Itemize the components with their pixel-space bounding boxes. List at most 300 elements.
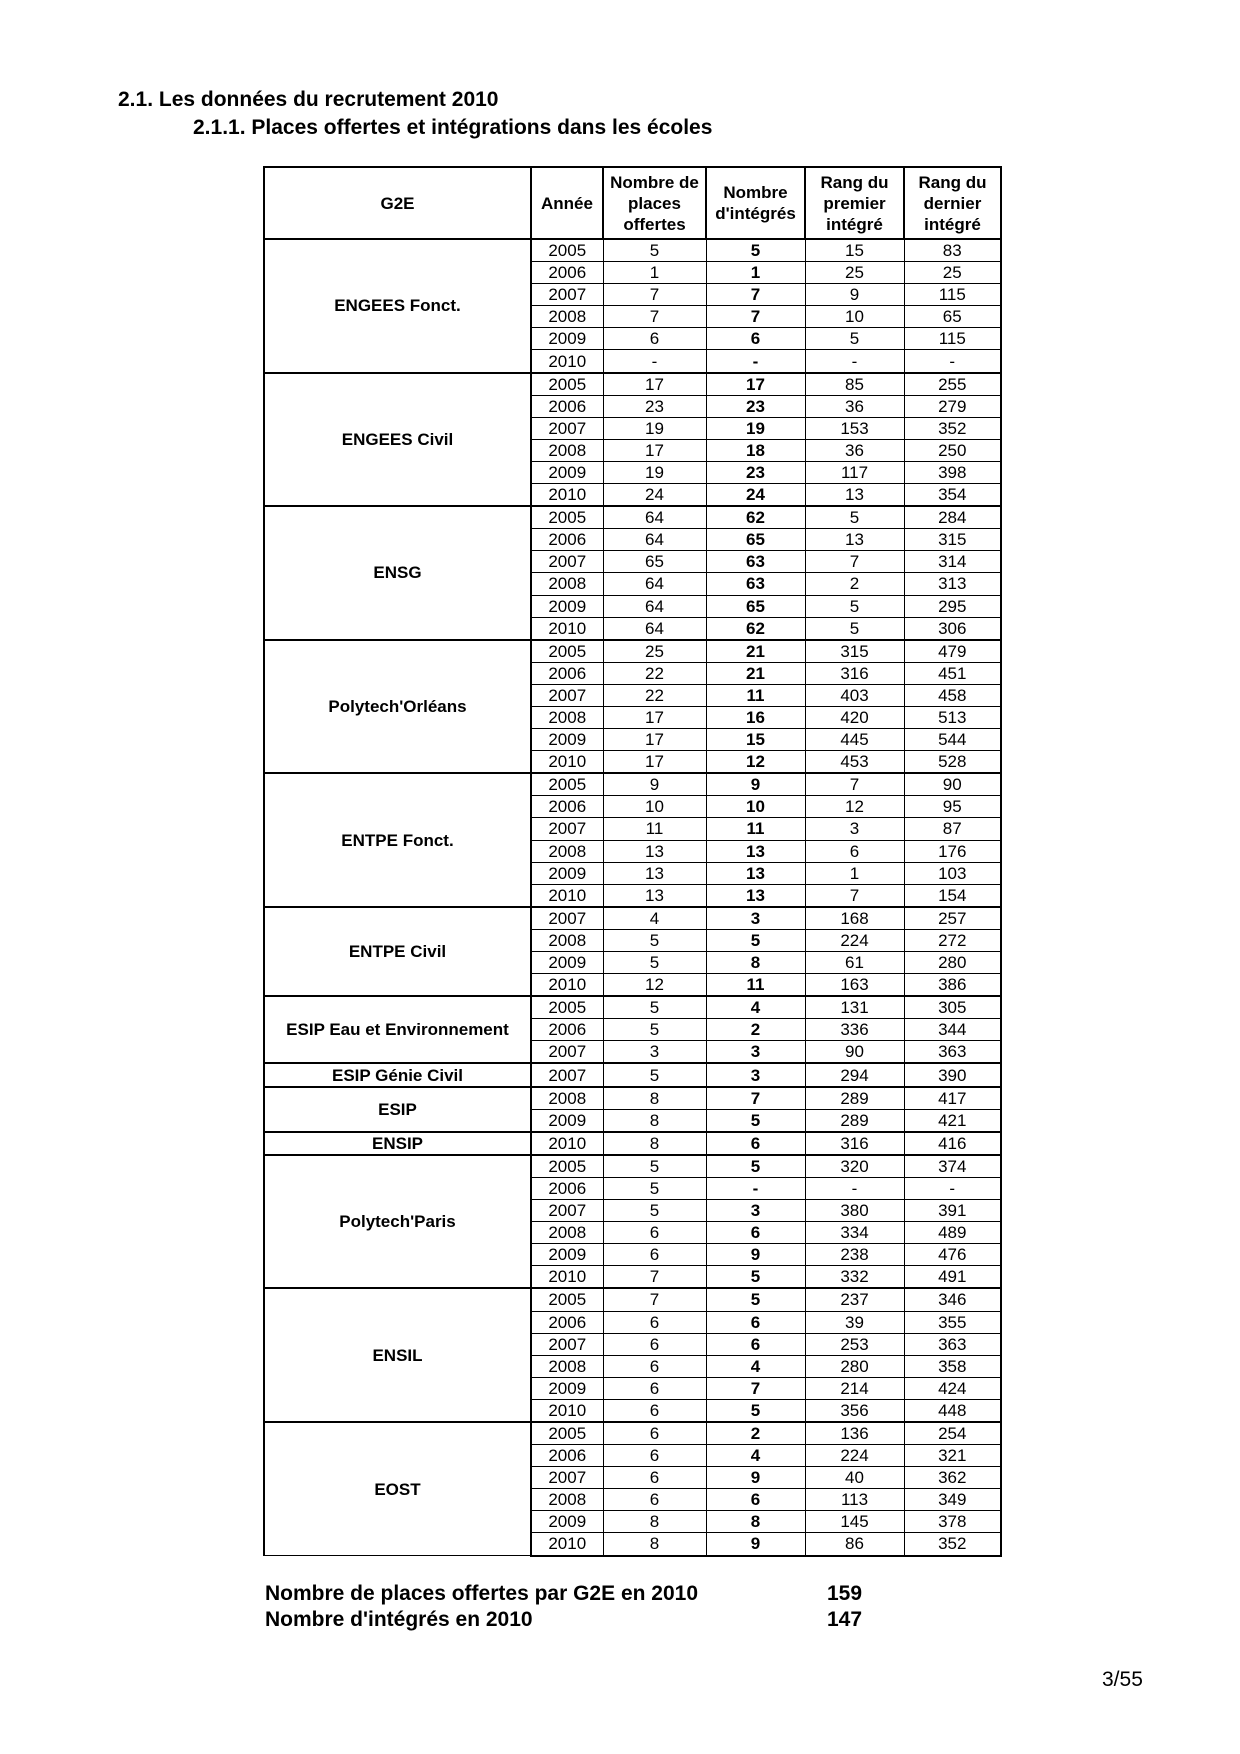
places-cell: 6 (603, 328, 706, 350)
rang-premier-cell: 332 (805, 1266, 904, 1289)
school-name-cell: ENTPE Fonct. (264, 773, 531, 907)
rang-dernier-cell: 358 (904, 1355, 1001, 1377)
school-name-cell: ENSIL (264, 1288, 531, 1422)
places-cell: 6 (603, 1311, 706, 1333)
year-cell: 2008 (531, 573, 603, 595)
rang-premier-cell: 5 (805, 617, 904, 640)
places-cell: 17 (603, 439, 706, 461)
integres-cell: 6 (706, 1222, 805, 1244)
year-cell: 2009 (531, 862, 603, 884)
table-row (264, 907, 1001, 930)
places-cell: 22 (603, 662, 706, 684)
rang-dernier-cell: 378 (904, 1511, 1001, 1533)
year-cell: 2005 (531, 1155, 603, 1178)
places-cell: 5 (603, 952, 706, 974)
rang-dernier-cell: 355 (904, 1311, 1001, 1333)
integres-cell: 11 (706, 818, 805, 840)
rang-dernier-cell: 528 (904, 751, 1001, 774)
year-cell: 2007 (531, 1467, 603, 1489)
rang-dernier-cell: 390 (904, 1063, 1001, 1086)
year-cell: 2008 (531, 706, 603, 728)
places-cell: 7 (603, 306, 706, 328)
rang-premier-cell: 85 (805, 373, 904, 396)
integres-cell: 5 (706, 239, 805, 262)
rang-dernier-cell: 83 (904, 239, 1001, 262)
rang-premier-cell: 2 (805, 573, 904, 595)
rang-dernier-cell: 416 (904, 1132, 1001, 1155)
rang-dernier-cell: 90 (904, 773, 1001, 796)
places-cell: 5 (603, 1155, 706, 1178)
places-cell: 23 (603, 395, 706, 417)
summary-places-value: 159 (827, 1582, 863, 1605)
integres-cell: 19 (706, 417, 805, 439)
places-cell: 5 (603, 1063, 706, 1086)
rang-premier-cell: 453 (805, 751, 904, 774)
integres-cell: 8 (706, 1511, 805, 1533)
integres-cell: - (706, 350, 805, 373)
year-cell: 2007 (531, 284, 603, 306)
places-cell: 9 (603, 773, 706, 796)
rang-dernier-cell: 280 (904, 952, 1001, 974)
places-cell: 6 (603, 1244, 706, 1266)
table-row (264, 1063, 1001, 1086)
rang-premier-cell: 90 (805, 1041, 904, 1064)
places-cell: 6 (603, 1333, 706, 1355)
rang-premier-cell: 7 (805, 551, 904, 573)
integres-cell: 4 (706, 996, 805, 1019)
integres-cell: 6 (706, 1132, 805, 1155)
rang-premier-cell: 131 (805, 996, 904, 1019)
rang-dernier-cell: 424 (904, 1377, 1001, 1399)
year-cell: 2009 (531, 595, 603, 617)
year-cell: 2007 (531, 1333, 603, 1355)
integres-cell: 65 (706, 529, 805, 551)
places-cell: 11 (603, 818, 706, 840)
school-name-cell: Polytech'Orléans (264, 640, 531, 774)
integres-cell: 62 (706, 506, 805, 529)
places-cell: 7 (603, 284, 706, 306)
rang-premier-cell: 320 (805, 1155, 904, 1178)
header-rang-dernier: Rang du dernier intégré (904, 167, 1001, 239)
summary-integres-label: Nombre d'intégrés en 2010 (265, 1608, 533, 1631)
rang-premier-cell: 36 (805, 439, 904, 461)
rang-dernier-cell: 279 (904, 395, 1001, 417)
year-cell: 2006 (531, 1177, 603, 1199)
summary-integres-value: 147 (827, 1608, 863, 1631)
places-cell: 64 (603, 529, 706, 551)
places-cell: 64 (603, 506, 706, 529)
rang-premier-cell: 420 (805, 706, 904, 728)
table-row (264, 773, 1001, 796)
year-cell: 2008 (531, 439, 603, 461)
integres-cell: 63 (706, 573, 805, 595)
rang-premier-cell: 315 (805, 640, 904, 663)
rang-dernier-cell: 344 (904, 1019, 1001, 1041)
year-cell: 2009 (531, 1377, 603, 1399)
year-cell: 2006 (531, 262, 603, 284)
table-row (264, 1132, 1001, 1155)
integres-cell: 18 (706, 439, 805, 461)
year-cell: 2008 (531, 306, 603, 328)
places-cell: - (603, 350, 706, 373)
year-cell: 2007 (531, 1200, 603, 1222)
year-cell: 2008 (531, 929, 603, 951)
rang-premier-cell: 3 (805, 818, 904, 840)
year-cell: 2007 (531, 417, 603, 439)
places-cell: 8 (603, 1087, 706, 1110)
rang-premier-cell: 153 (805, 417, 904, 439)
year-cell: 2009 (531, 1109, 603, 1132)
rang-premier-cell: 238 (805, 1244, 904, 1266)
places-cell: 10 (603, 796, 706, 818)
places-cell: 24 (603, 484, 706, 507)
table-row (264, 373, 1001, 396)
rang-dernier-cell: 306 (904, 617, 1001, 640)
year-cell: 2005 (531, 239, 603, 262)
year-cell: 2006 (531, 1019, 603, 1041)
integres-cell: 5 (706, 1109, 805, 1132)
places-cell: 4 (603, 907, 706, 930)
rang-premier-cell: 168 (805, 907, 904, 930)
integres-cell: 23 (706, 461, 805, 483)
year-cell: 2010 (531, 884, 603, 907)
subsection-heading: 2.1.1. Places offertes et intégrations dans les écoles (193, 116, 713, 139)
rang-premier-cell: - (805, 1177, 904, 1199)
places-cell: 5 (603, 1177, 706, 1199)
year-cell: 2010 (531, 1399, 603, 1422)
header-annee: Année (531, 167, 603, 239)
school-name-cell: ENSIP (264, 1132, 531, 1155)
year-cell: 2010 (531, 751, 603, 774)
rang-dernier-cell: 386 (904, 974, 1001, 997)
year-cell: 2009 (531, 461, 603, 483)
rang-premier-cell: 136 (805, 1422, 904, 1445)
places-cell: 17 (603, 751, 706, 774)
places-cell: 13 (603, 840, 706, 862)
integres-cell: 11 (706, 974, 805, 997)
places-cell: 6 (603, 1489, 706, 1511)
year-cell: 2010 (531, 617, 603, 640)
rang-dernier-cell: 491 (904, 1266, 1001, 1289)
rang-dernier-cell: 95 (904, 796, 1001, 818)
places-cell: 22 (603, 684, 706, 706)
rang-dernier-cell: 346 (904, 1288, 1001, 1311)
rang-premier-cell: 36 (805, 395, 904, 417)
rang-dernier-cell: 115 (904, 284, 1001, 306)
integres-cell: 5 (706, 1155, 805, 1178)
rang-dernier-cell: 25 (904, 262, 1001, 284)
integres-cell: 7 (706, 1087, 805, 1110)
integres-cell: 11 (706, 684, 805, 706)
rang-premier-cell: 224 (805, 929, 904, 951)
table-row (264, 1155, 1001, 1178)
table-row (264, 506, 1001, 529)
rang-dernier-cell: 272 (904, 929, 1001, 951)
integres-cell: 1 (706, 262, 805, 284)
year-cell: 2010 (531, 974, 603, 997)
integres-cell: - (706, 1177, 805, 1199)
rang-premier-cell: 289 (805, 1109, 904, 1132)
rang-premier-cell: 5 (805, 328, 904, 350)
places-cell: 65 (603, 551, 706, 573)
rang-dernier-cell: 363 (904, 1333, 1001, 1355)
places-cell: 6 (603, 1445, 706, 1467)
places-cell: 6 (603, 1422, 706, 1445)
rang-dernier-cell: 254 (904, 1422, 1001, 1445)
places-cell: 5 (603, 996, 706, 1019)
integres-cell: 21 (706, 662, 805, 684)
rang-dernier-cell: 154 (904, 884, 1001, 907)
rang-dernier-cell: 349 (904, 1489, 1001, 1511)
integres-cell: 9 (706, 773, 805, 796)
rang-premier-cell: 336 (805, 1019, 904, 1041)
rang-premier-cell: 13 (805, 529, 904, 551)
places-cell: 6 (603, 1222, 706, 1244)
rang-dernier-cell: 295 (904, 595, 1001, 617)
rang-dernier-cell: 398 (904, 461, 1001, 483)
places-cell: 64 (603, 573, 706, 595)
rang-premier-cell: 253 (805, 1333, 904, 1355)
header-g2e: G2E (264, 167, 531, 239)
year-cell: 2005 (531, 1288, 603, 1311)
integres-cell: 13 (706, 884, 805, 907)
year-cell: 2009 (531, 729, 603, 751)
year-cell: 2007 (531, 1041, 603, 1064)
section-heading: 2.1. Les données du recrutement 2010 (118, 88, 499, 111)
rang-dernier-cell: 374 (904, 1155, 1001, 1178)
places-cell: 7 (603, 1266, 706, 1289)
rang-premier-cell: 224 (805, 1445, 904, 1467)
year-cell: 2005 (531, 506, 603, 529)
integres-cell: 7 (706, 284, 805, 306)
page-number: 3/55 (1102, 1668, 1143, 1691)
rang-premier-cell: 5 (805, 506, 904, 529)
rang-dernier-cell: 513 (904, 706, 1001, 728)
school-name-cell: EOST (264, 1422, 531, 1556)
places-cell: 64 (603, 595, 706, 617)
rang-dernier-cell: 354 (904, 484, 1001, 507)
integres-cell: 6 (706, 328, 805, 350)
rang-dernier-cell: 87 (904, 818, 1001, 840)
table-row (264, 1422, 1001, 1445)
places-cell: 6 (603, 1399, 706, 1422)
places-cell: 8 (603, 1132, 706, 1155)
rang-premier-cell: 15 (805, 239, 904, 262)
rang-dernier-cell: 489 (904, 1222, 1001, 1244)
summary-places-label: Nombre de places offertes par G2E en 2010 (265, 1582, 699, 1605)
integres-cell: 9 (706, 1533, 805, 1556)
integres-cell: 6 (706, 1489, 805, 1511)
integres-cell: 2 (706, 1422, 805, 1445)
year-cell: 2009 (531, 952, 603, 974)
school-name-cell: ENGEES Civil (264, 373, 531, 507)
rang-premier-cell: 39 (805, 1311, 904, 1333)
places-cell: 19 (603, 417, 706, 439)
year-cell: 2006 (531, 1311, 603, 1333)
rang-premier-cell: 12 (805, 796, 904, 818)
integres-cell: 17 (706, 373, 805, 396)
year-cell: 2008 (531, 1489, 603, 1511)
integres-cell: 9 (706, 1244, 805, 1266)
rang-premier-cell: 7 (805, 773, 904, 796)
year-cell: 2005 (531, 1422, 603, 1445)
places-cell: 6 (603, 1377, 706, 1399)
places-cell: 5 (603, 929, 706, 951)
rang-dernier-cell: - (904, 1177, 1001, 1199)
places-cell: 3 (603, 1041, 706, 1064)
year-cell: 2010 (531, 484, 603, 507)
integres-cell: 8 (706, 952, 805, 974)
places-cell: 7 (603, 1288, 706, 1311)
integres-cell: 7 (706, 306, 805, 328)
rang-premier-cell: 6 (805, 840, 904, 862)
rang-premier-cell: 380 (805, 1200, 904, 1222)
places-cell: 5 (603, 1019, 706, 1041)
year-cell: 2006 (531, 395, 603, 417)
rang-premier-cell: 117 (805, 461, 904, 483)
places-cell: 5 (603, 239, 706, 262)
integres-cell: 5 (706, 1399, 805, 1422)
rang-premier-cell: 40 (805, 1467, 904, 1489)
header-places: Nombre de places offertes (603, 167, 706, 239)
places-cell: 5 (603, 1200, 706, 1222)
places-cell: 12 (603, 974, 706, 997)
table-header-row (264, 167, 1001, 239)
rang-premier-cell: 5 (805, 595, 904, 617)
places-cell: 25 (603, 640, 706, 663)
integres-cell: 16 (706, 706, 805, 728)
rang-premier-cell: 294 (805, 1063, 904, 1086)
integres-cell: 3 (706, 907, 805, 930)
school-name-cell: ENSG (264, 506, 531, 640)
rang-dernier-cell: 284 (904, 506, 1001, 529)
rang-dernier-cell: 257 (904, 907, 1001, 930)
integres-cell: 2 (706, 1019, 805, 1041)
year-cell: 2008 (531, 1222, 603, 1244)
places-cell: 6 (603, 1467, 706, 1489)
integres-cell: 9 (706, 1467, 805, 1489)
rang-dernier-cell: 250 (904, 439, 1001, 461)
integres-cell: 6 (706, 1311, 805, 1333)
rang-dernier-cell: 352 (904, 417, 1001, 439)
integres-cell: 24 (706, 484, 805, 507)
places-cell: 6 (603, 1355, 706, 1377)
rang-premier-cell: 1 (805, 862, 904, 884)
year-cell: 2007 (531, 818, 603, 840)
integres-cell: 62 (706, 617, 805, 640)
places-cell: 64 (603, 617, 706, 640)
school-name-cell: ESIP Eau et Environnement (264, 996, 531, 1063)
year-cell: 2008 (531, 1087, 603, 1110)
rang-premier-cell: 25 (805, 262, 904, 284)
table-row (264, 239, 1001, 262)
integres-cell: 4 (706, 1445, 805, 1467)
integres-cell: 21 (706, 640, 805, 663)
rang-dernier-cell: 352 (904, 1533, 1001, 1556)
integres-cell: 6 (706, 1333, 805, 1355)
year-cell: 2007 (531, 907, 603, 930)
rang-dernier-cell: 321 (904, 1445, 1001, 1467)
places-cell: 17 (603, 729, 706, 751)
places-cell: 8 (603, 1511, 706, 1533)
year-cell: 2005 (531, 996, 603, 1019)
integres-cell: 23 (706, 395, 805, 417)
rang-premier-cell: 316 (805, 662, 904, 684)
places-cell: 13 (603, 862, 706, 884)
rang-dernier-cell: 476 (904, 1244, 1001, 1266)
integres-cell: 65 (706, 595, 805, 617)
integres-cell: 3 (706, 1041, 805, 1064)
rang-premier-cell: 334 (805, 1222, 904, 1244)
rang-dernier-cell: 313 (904, 573, 1001, 595)
rang-premier-cell: 61 (805, 952, 904, 974)
year-cell: 2005 (531, 640, 603, 663)
rang-premier-cell: 113 (805, 1489, 904, 1511)
rang-premier-cell: 10 (805, 306, 904, 328)
table-row (264, 640, 1001, 663)
rang-premier-cell: 280 (805, 1355, 904, 1377)
table-row (264, 1087, 1001, 1110)
year-cell: 2006 (531, 529, 603, 551)
year-cell: 2007 (531, 684, 603, 706)
places-cell: 13 (603, 884, 706, 907)
rang-dernier-cell: 362 (904, 1467, 1001, 1489)
places-cell: 8 (603, 1533, 706, 1556)
rang-dernier-cell: 65 (904, 306, 1001, 328)
rang-premier-cell: 237 (805, 1288, 904, 1311)
year-cell: 2010 (531, 1533, 603, 1556)
header-integres: Nombre d'intégrés (706, 167, 805, 239)
recruitment-table (263, 166, 1002, 1557)
school-name-cell: ENTPE Civil (264, 907, 531, 996)
integres-cell: 15 (706, 729, 805, 751)
year-cell: 2009 (531, 1511, 603, 1533)
year-cell: 2010 (531, 1266, 603, 1289)
table-row (264, 1288, 1001, 1311)
rang-dernier-cell: 314 (904, 551, 1001, 573)
rang-premier-cell: 316 (805, 1132, 904, 1155)
year-cell: 2009 (531, 1244, 603, 1266)
rang-premier-cell: 163 (805, 974, 904, 997)
year-cell: 2008 (531, 1355, 603, 1377)
school-name-cell: Polytech'Paris (264, 1155, 531, 1289)
integres-cell: 5 (706, 1288, 805, 1311)
integres-cell: 63 (706, 551, 805, 573)
integres-cell: 13 (706, 862, 805, 884)
integres-cell: 3 (706, 1063, 805, 1086)
year-cell: 2005 (531, 373, 603, 396)
rang-dernier-cell: 417 (904, 1087, 1001, 1110)
integres-cell: 4 (706, 1355, 805, 1377)
rang-dernier-cell: 391 (904, 1200, 1001, 1222)
rang-dernier-cell: 305 (904, 996, 1001, 1019)
rang-dernier-cell: 451 (904, 662, 1001, 684)
year-cell: 2006 (531, 1445, 603, 1467)
school-name-cell: ESIP (264, 1087, 531, 1132)
year-cell: 2007 (531, 551, 603, 573)
rang-dernier-cell: - (904, 350, 1001, 373)
rang-premier-cell: 86 (805, 1533, 904, 1556)
rang-dernier-cell: 115 (904, 328, 1001, 350)
rang-dernier-cell: 421 (904, 1109, 1001, 1132)
rang-premier-cell: 403 (805, 684, 904, 706)
year-cell: 2010 (531, 350, 603, 373)
rang-dernier-cell: 479 (904, 640, 1001, 663)
integres-cell: 7 (706, 1377, 805, 1399)
integres-cell: 3 (706, 1200, 805, 1222)
places-cell: 8 (603, 1109, 706, 1132)
rang-dernier-cell: 363 (904, 1041, 1001, 1064)
